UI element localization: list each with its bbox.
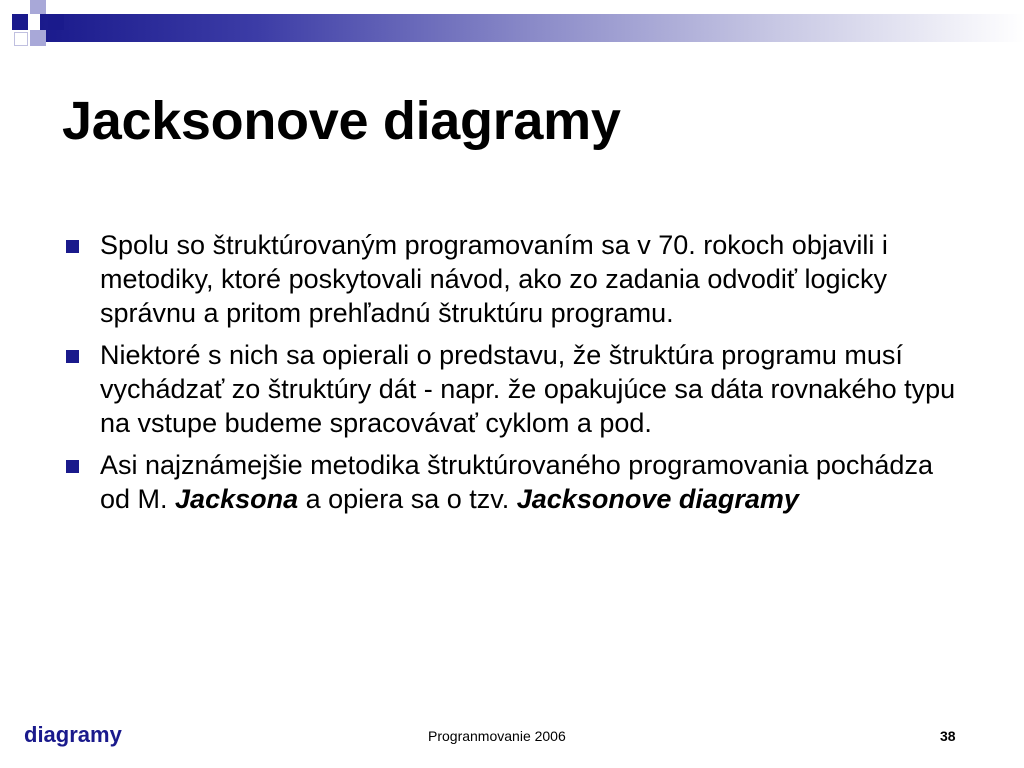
bullet-item xyxy=(62,228,962,330)
decor-square-2 xyxy=(30,0,46,14)
decor-square-3 xyxy=(30,30,46,46)
footer-course: Progranmovanie 2006 xyxy=(428,728,566,744)
decor-square-4 xyxy=(48,14,64,30)
footer-topic: diagramy xyxy=(24,722,122,747)
square-bullet-icon xyxy=(66,350,79,363)
bullet-text: Spolu so štruktúrovaným programovaním sa v 70. rokoch objavili i metodiky, ktoré poskytovali návod, ako zo zadania odvodiť logicky správnu a pritom prehľadnú štruktúru programu. xyxy=(100,230,888,328)
bullet-item xyxy=(62,448,962,516)
emphasis-text: Jacksona xyxy=(175,484,299,514)
decor-square-5 xyxy=(14,32,28,46)
bullet-item xyxy=(62,338,962,440)
decor-square-1 xyxy=(12,14,28,30)
square-bullet-icon xyxy=(66,240,79,253)
slide-title: Jacksonove diagramy xyxy=(62,91,621,151)
emphasis-text: Jacksonove diagramy xyxy=(516,484,799,514)
bullet-list xyxy=(62,228,962,524)
header-gradient-band xyxy=(40,14,1024,42)
bullet-text: Asi najznámejšie metodika štruktúrovaného programovania pochádza od M. xyxy=(100,450,933,514)
bullet-text: a opiera sa o tzv. xyxy=(298,484,517,514)
page-number: 38 xyxy=(940,728,956,744)
bullet-text: Niektoré s nich sa opierali o predstavu, že štruktúra programu musí vychádzať zo štruktúry dát - napr. že opakujúce sa dáta rovnakého typu na vstupe budeme spracovávať cyklom a pod. xyxy=(100,340,956,438)
square-bullet-icon xyxy=(66,460,79,473)
